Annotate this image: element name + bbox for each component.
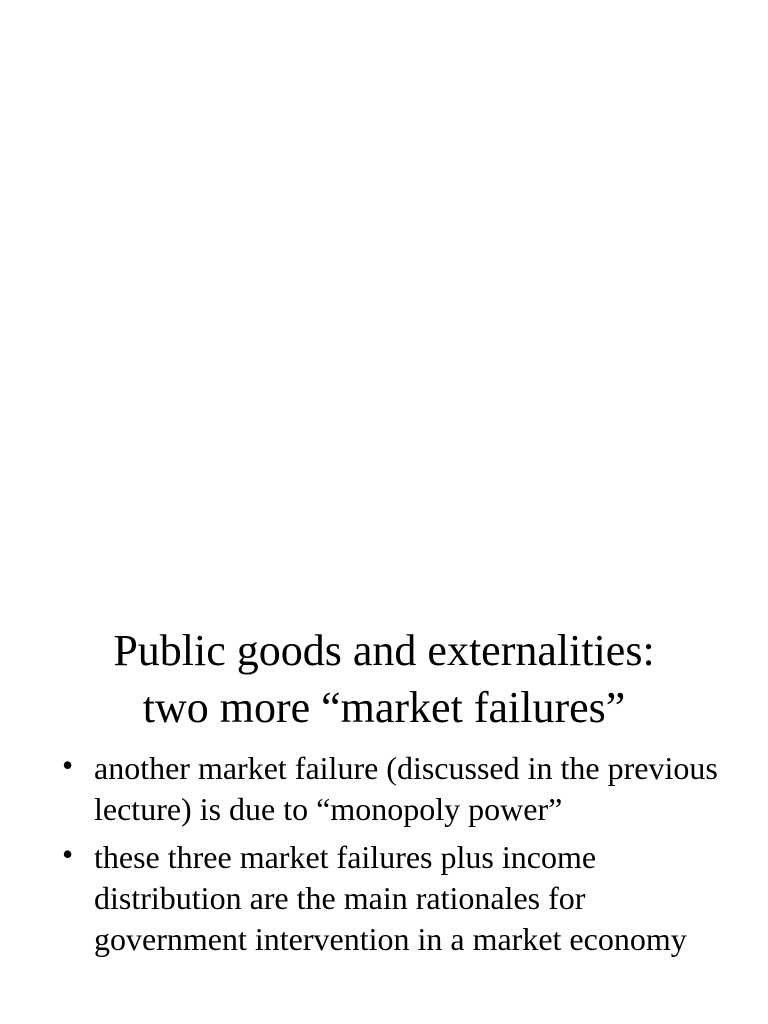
bullet-text: these three market failures plus income distribution are the main rationales for government intervention in a market economy [94, 839, 687, 957]
bullet-item [58, 837, 718, 960]
bullet-text: another market failure (discussed in the previous lecture) is due to “monopoly power” [94, 750, 718, 827]
bullet-item [58, 748, 718, 830]
slide-title-line-1: Public goods and externalities: [113, 626, 655, 675]
slide-title-line-2: two more “market failures” [142, 683, 626, 732]
bullet-marker: • [62, 747, 74, 783]
bullet-marker: • [62, 836, 74, 872]
bullet-list [58, 748, 718, 967]
slide-title [40, 622, 728, 736]
